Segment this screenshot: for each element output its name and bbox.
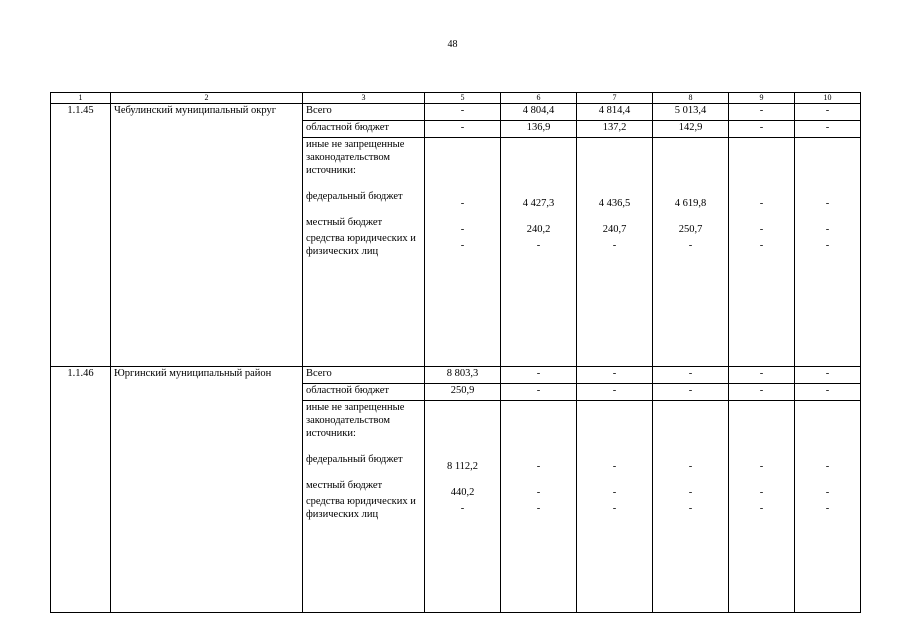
local-value: - — [460, 224, 465, 235]
federal-value: - — [825, 198, 830, 209]
federal-label: федеральный бюджет — [306, 454, 403, 465]
column-header: 2 — [111, 93, 303, 104]
value-cell: - — [501, 367, 577, 384]
value-cell: - — [577, 367, 653, 384]
budget-table — [50, 92, 861, 613]
value-cell: - — [795, 367, 861, 384]
value-cell: - — [653, 384, 729, 401]
legal-value: - — [825, 240, 830, 251]
local-label: местный бюджет — [306, 217, 383, 228]
column-header: 7 — [577, 93, 653, 104]
local-value: - — [536, 487, 541, 498]
column-header: 1 — [51, 93, 111, 104]
federal-value: 4 619,8 — [674, 198, 707, 209]
section-total-row — [51, 367, 861, 384]
federal-value: - — [825, 461, 830, 472]
legal-value: - — [612, 240, 617, 251]
other-sources-label: иные не запрещенные законодательством источники: — [306, 139, 405, 176]
value-cell: - — [425, 104, 501, 121]
source-label: областной бюджет — [303, 121, 425, 138]
value-cell: 142,9 — [653, 121, 729, 138]
federal-value: 4 436,5 — [598, 198, 631, 209]
legal-value: - — [460, 503, 465, 514]
value-cell: 4 804,4 — [501, 104, 577, 121]
section-number: 1.1.45 — [51, 104, 111, 367]
value-cell: 4 814,4 — [577, 104, 653, 121]
federal-value: 4 427,3 — [522, 198, 555, 209]
legal-value: - — [759, 503, 764, 514]
value-cell: - — [501, 384, 577, 401]
legal-value: - — [688, 503, 693, 514]
local-value: 240,2 — [526, 224, 551, 235]
federal-value: - — [688, 461, 693, 472]
value-cell: - — [729, 367, 795, 384]
local-value: - — [825, 224, 830, 235]
page-number: 48 — [447, 39, 458, 50]
source-label: Всего — [303, 104, 425, 121]
value-cell: 250,9 — [425, 384, 501, 401]
value-cell: - — [577, 384, 653, 401]
local-value: - — [688, 487, 693, 498]
column-header: 8 — [653, 93, 729, 104]
legal-value: - — [536, 503, 541, 514]
legal-value: - — [460, 240, 465, 251]
column-header: 10 — [795, 93, 861, 104]
value-cell: - — [653, 367, 729, 384]
legal-label: средства юридических и физических лиц — [306, 496, 416, 520]
value-cell: - — [729, 104, 795, 121]
value-cell: - — [729, 384, 795, 401]
section-name: Юргинский муниципальный район — [111, 367, 303, 613]
legal-label: средства юридических и физических лиц — [306, 233, 416, 257]
local-value: - — [825, 487, 830, 498]
column-header: 3 — [303, 93, 425, 104]
legal-value: - — [688, 240, 693, 251]
local-value: 440,2 — [450, 487, 475, 498]
federal-value: 8 112,2 — [446, 461, 479, 472]
federal-value: - — [536, 461, 541, 472]
federal-value: - — [460, 198, 465, 209]
federal-value: - — [612, 461, 617, 472]
value-cell: - — [425, 121, 501, 138]
federal-label: федеральный бюджет — [306, 191, 403, 202]
local-value: - — [612, 487, 617, 498]
section-number: 1.1.46 — [51, 367, 111, 613]
legal-value: - — [536, 240, 541, 251]
local-value: 240,7 — [602, 224, 627, 235]
section-name: Чебулинский муниципальный округ — [111, 104, 303, 367]
value-cell: 5 013,4 — [653, 104, 729, 121]
column-header: 5 — [425, 93, 501, 104]
value-cell: - — [795, 384, 861, 401]
federal-value: - — [759, 198, 764, 209]
source-label: Всего — [303, 367, 425, 384]
column-header: 6 — [501, 93, 577, 104]
value-cell: - — [795, 104, 861, 121]
federal-value: - — [759, 461, 764, 472]
local-value: - — [759, 487, 764, 498]
value-cell: 8 803,3 — [425, 367, 501, 384]
legal-value: - — [612, 503, 617, 514]
value-cell: - — [729, 121, 795, 138]
local-value: - — [759, 224, 764, 235]
other-sources-label: иные не запрещенные законодательством источники: — [306, 402, 405, 439]
value-cell: 137,2 — [577, 121, 653, 138]
value-cell: - — [795, 121, 861, 138]
value-cell: 136,9 — [501, 121, 577, 138]
legal-value: - — [759, 240, 764, 251]
legal-value: - — [825, 503, 830, 514]
column-header-row — [51, 93, 861, 104]
local-label: местный бюджет — [306, 480, 383, 491]
section-total-row — [51, 104, 861, 121]
local-value: 250,7 — [678, 224, 703, 235]
source-label: областной бюджет — [303, 384, 425, 401]
column-header: 9 — [729, 93, 795, 104]
